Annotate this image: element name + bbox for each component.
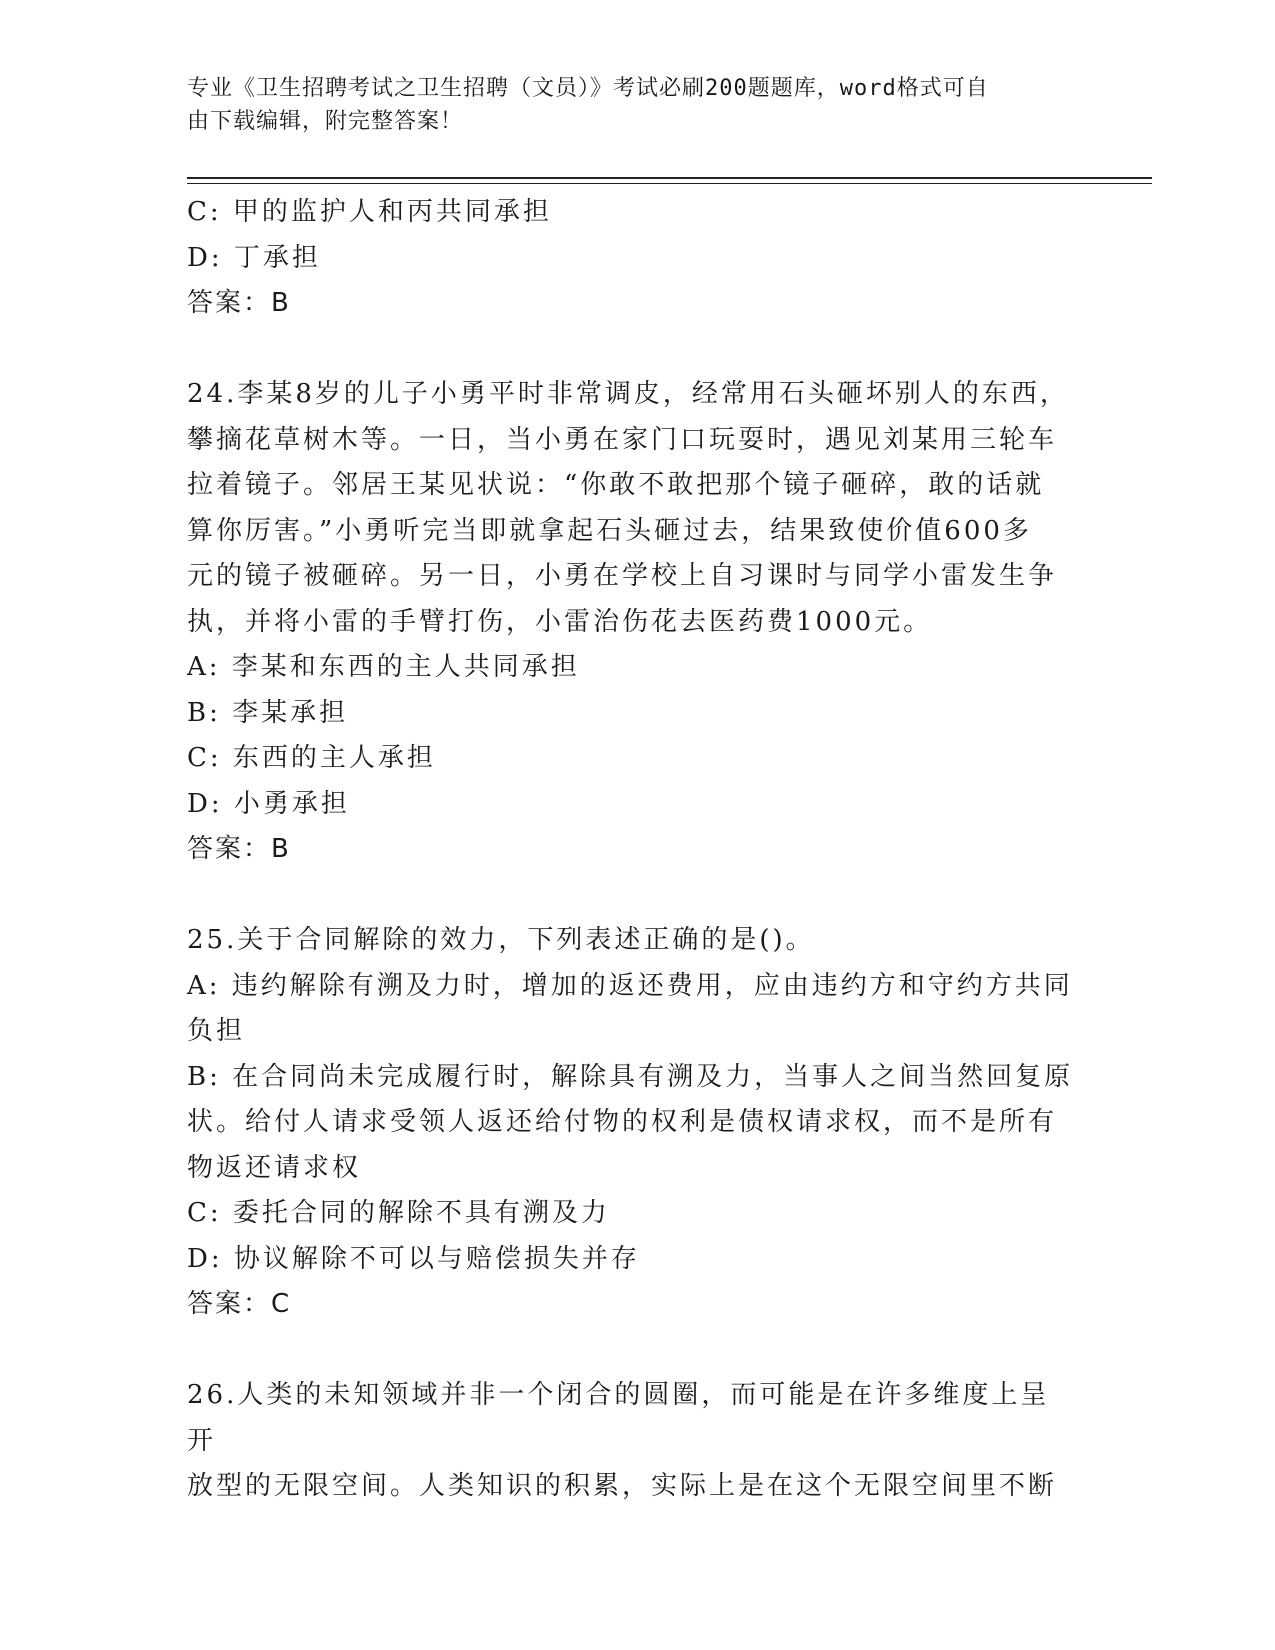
question-25-option-b-cont: 物返还请求权: [187, 1152, 362, 1183]
question-25-stem: 25.关于合同解除的效力，下列表述正确的是()。: [187, 925, 815, 955]
question-24-option-b: B: 李某承担: [187, 697, 349, 728]
question-25-option-d: D: 协议解除不可以与赔偿损失并存: [187, 1243, 640, 1274]
question-25-answer: 答案：C: [187, 1289, 292, 1319]
question-24-answer: 答案：B: [187, 834, 291, 864]
header-line-2: 由下载编辑，附完整答案！: [187, 109, 464, 134]
document-body: [187, 190, 1077, 1510]
question-25-option-b: B: 在合同尚未完成履行时，解除具有溯及力，当事人之间当然回复原: [187, 1061, 1074, 1092]
question-24-option-a: A: 李某和东西的主人共同承担: [187, 652, 580, 682]
spacer: [187, 327, 1077, 373]
question-24-option-c: C: 东西的主人承担: [187, 743, 436, 773]
question-24-line: 攀摘花草树木等。一日，当小勇在家门口玩耍时，遇见刘某用三轮车: [187, 424, 1058, 455]
question-24-line: 拉着镜子。邻居王某见状说：“你敢不敢把那个镜子砸碎，敢的话就: [187, 470, 1045, 500]
question-24-line: 执，并将小雷的手臂打伤，小雷治伤花去医药费1000元。: [187, 606, 933, 637]
prev-option-d: D: 丁承担: [187, 242, 321, 273]
question-24-line: 元的镜子被砸碎。另一日，小勇在学校上自习课时与同学小雷发生争: [187, 561, 1058, 591]
question-26-line: 26.人类的未知领域并非一个闭合的圆圈，而可能是在许多维度上呈开: [187, 1380, 1050, 1456]
question-24-line: 算你厉害。”小勇听完当即就拿起石头砸过去，结果致使价值600多: [187, 515, 1032, 546]
prev-answer: 答案：B: [187, 288, 291, 318]
prev-option-c: C: 甲的监护人和丙共同承担: [187, 197, 552, 227]
header-line-1: 专业《卫生招聘考试之卫生招聘（文员）》考试必刷200题题库，word格式可自: [187, 76, 989, 101]
question-25-option-b-cont: 状。给付人请求受领人返还给付物的权利是债权请求权，而不是所有: [187, 1107, 1058, 1137]
question-24-option-d: D: 小勇承担: [187, 788, 350, 819]
document-header: [187, 72, 1067, 138]
question-26: [187, 1373, 1077, 1510]
question-24-line: 24.李某8岁的儿子小勇平时非常调皮，经常用石头砸坏别人的东西，: [187, 379, 1069, 409]
question-24: [187, 372, 1077, 873]
header-divider-thick: [187, 177, 1152, 179]
spacer: [187, 1328, 1077, 1374]
question-25: [187, 918, 1077, 1328]
spacer: [187, 873, 1077, 919]
question-25-option-a-cont: 负担: [187, 1016, 246, 1046]
question-26-line: 放型的无限空间。人类知识的积累，实际上是在这个无限空间里不断: [187, 1471, 1058, 1501]
question-25-option-a: A: 违约解除有溯及力时，增加的返还费用，应由违约方和守约方共同: [187, 970, 1073, 1001]
header-divider-thin: [187, 183, 1152, 184]
question-25-option-c: C: 委托合同的解除不具有溯及力: [187, 1198, 610, 1228]
